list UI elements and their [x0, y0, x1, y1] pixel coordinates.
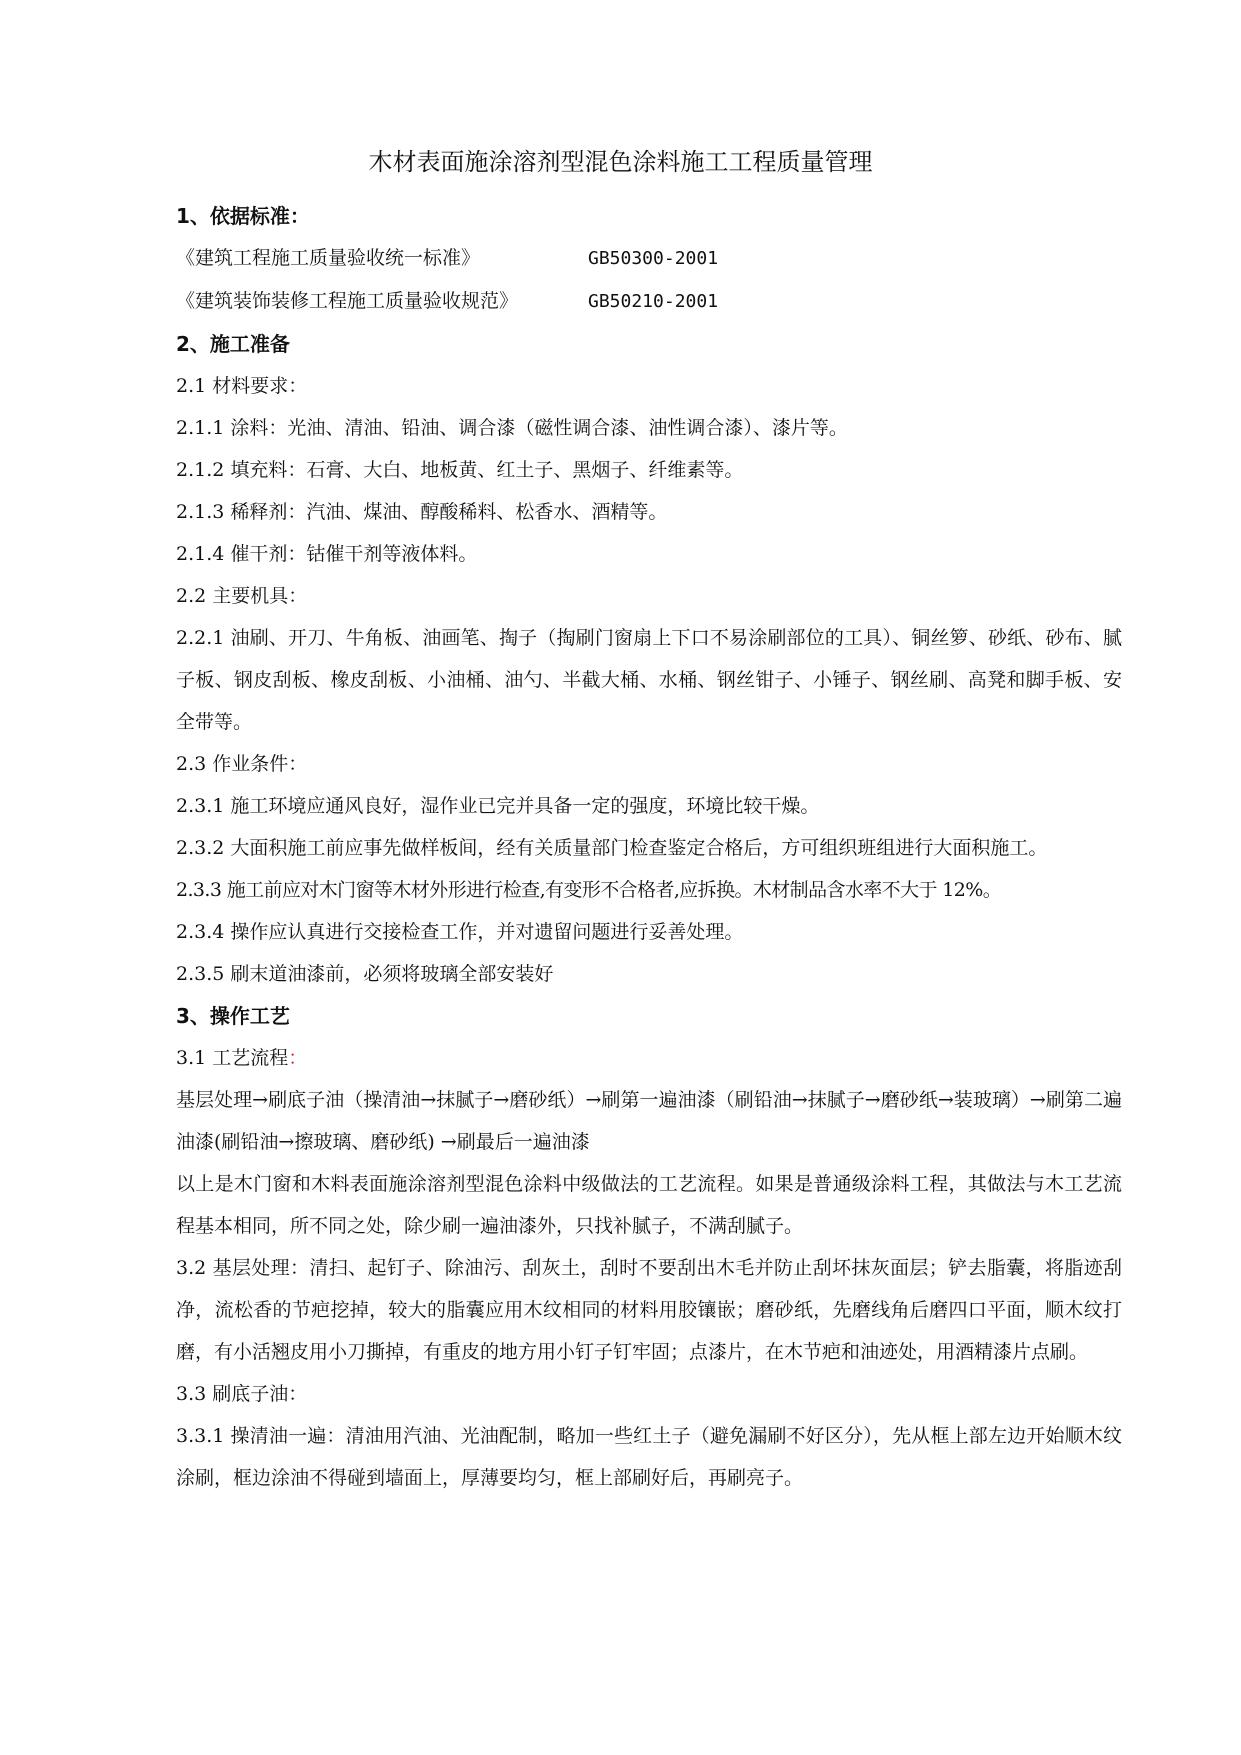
section-heading-preparation: 2、施工准备	[176, 332, 290, 356]
paragraph-3-3: 3.3 刷底子油：	[176, 1383, 308, 1405]
standard-item	[176, 280, 1122, 323]
paragraph-2-3-4: 2.3.4 操作应认真进行交接检查工作，并对遗留问题进行妥善处理。	[176, 921, 744, 943]
paragraph-2-3-3: 2.3.3 施工前应对木门窗等木材外形进行检查,有变形不合格者,应拆换。木材制品含水率不大于 12%。	[176, 879, 1002, 901]
process-note: 以上是木门窗和木料表面施涂溶剂型混色涂料中级做法的工艺流程。如果是普通级涂料工程，其做法与木工艺流程基本相同，所不同之处，除少刷一遍油漆外，只找补腻子，不满刮腻子。	[176, 1173, 1122, 1237]
standard-item	[176, 237, 1122, 280]
standard-name: 《建筑装饰装修工程施工质量验收规范》	[176, 290, 519, 312]
paragraph-2-2: 2.2 主要机具：	[176, 585, 308, 607]
process-flow: 基层处理→刷底子油（操清油→抹腻子→磨砂纸）→刷第一遍油漆（刷铅油→抹腻子→磨砂纸→装玻璃）→刷第二遍油漆(刷铅油→擦玻璃、磨砂纸) →刷最后一遍油漆	[176, 1089, 1122, 1153]
section-heading-basis: 1、依据标准：	[176, 204, 310, 228]
standard-code: GB50300-2001	[588, 248, 719, 269]
section-heading-process: 3、操作工艺	[176, 1004, 290, 1028]
paragraph-3-2: 3.2 基层处理：清扫、起钉子、除油污、刮灰土，刮时不要刮出木毛并防止刮坏抹灰面层；铲去脂囊，将脂迹刮净，流松香的节疤挖掉，较大的脂囊应用木纹相同的材料用胶镶嵌；磨砂纸，先磨线角后磨四口平面，顺木纹打磨，有小活翘皮用小刀撕掉，有重皮的地方用小钉子钉牢固；点漆片，在木节疤和油迹处，用酒精漆片点刷。	[176, 1257, 1122, 1363]
paragraph-2-2-1: 2.2.1 油刷、开刀、牛角板、油画笔、掏子（掏刷门窗扇上下口不易涂刷部位的工具）、铜丝箩、砂纸、砂布、腻子板、钢皮刮板、橡皮刮板、小油桶、油勺、半截大桶、水桶、钢丝钳子、小锤子、钢丝刷、高凳和脚手板、安全带等。	[176, 627, 1122, 733]
paragraph-2-3-2: 2.3.2 大面积施工前应事先做样板间，经有关质量部门检查鉴定合格后，方可组织班组进行大面积施工。	[176, 837, 1048, 859]
paragraph-2-1: 2.1 材料要求：	[176, 375, 308, 397]
paragraph-2-1-3: 2.1.3 稀释剂：汽油、煤油、醇酸稀料、松香水、酒精等。	[176, 501, 668, 523]
red-colon: ：	[288, 1047, 308, 1069]
standard-name: 《建筑工程施工质量验收统一标准》	[176, 247, 481, 269]
document-body	[176, 195, 1122, 1499]
paragraph-2-1-4: 2.1.4 催干剂：钴催干剂等液体料。	[176, 543, 478, 565]
paragraph-2-3-1: 2.3.1 施工环境应通风良好，湿作业已完并具备一定的强度，环境比较干燥。	[176, 795, 820, 817]
process-flow-label: 3.1 工艺流程	[176, 1047, 289, 1069]
paragraph-3-1	[176, 1037, 1122, 1079]
paragraph-2-1-1: 2.1.1 涂料：光油、清油、铅油、调合漆（磁性调合漆、油性调合漆）、漆片等。	[176, 417, 848, 439]
paragraph-3-3-1: 3.3.1 操清油一遍：清油用汽油、光油配制，略加一些红土子（避免漏刷不好区分），先从框上部左边开始顺木纹涂刷，框边涂油不得碰到墙面上，厚薄要均匀，框上部刷好后，再刷亮子。	[176, 1425, 1122, 1489]
paragraph-2-3: 2.3 作业条件：	[176, 753, 308, 775]
paragraph-2-3-5: 2.3.5 刷末道油漆前，必须将玻璃全部安装好	[176, 963, 554, 985]
paragraph-2-1-2: 2.1.2 填充料：石膏、大白、地板黄、红土子、黑烟子、纤维素等。	[176, 459, 744, 481]
document-title: 木材表面施涂溶剂型混色涂料施工工程质量管理	[368, 148, 873, 176]
standard-code: GB50210-2001	[588, 291, 719, 312]
